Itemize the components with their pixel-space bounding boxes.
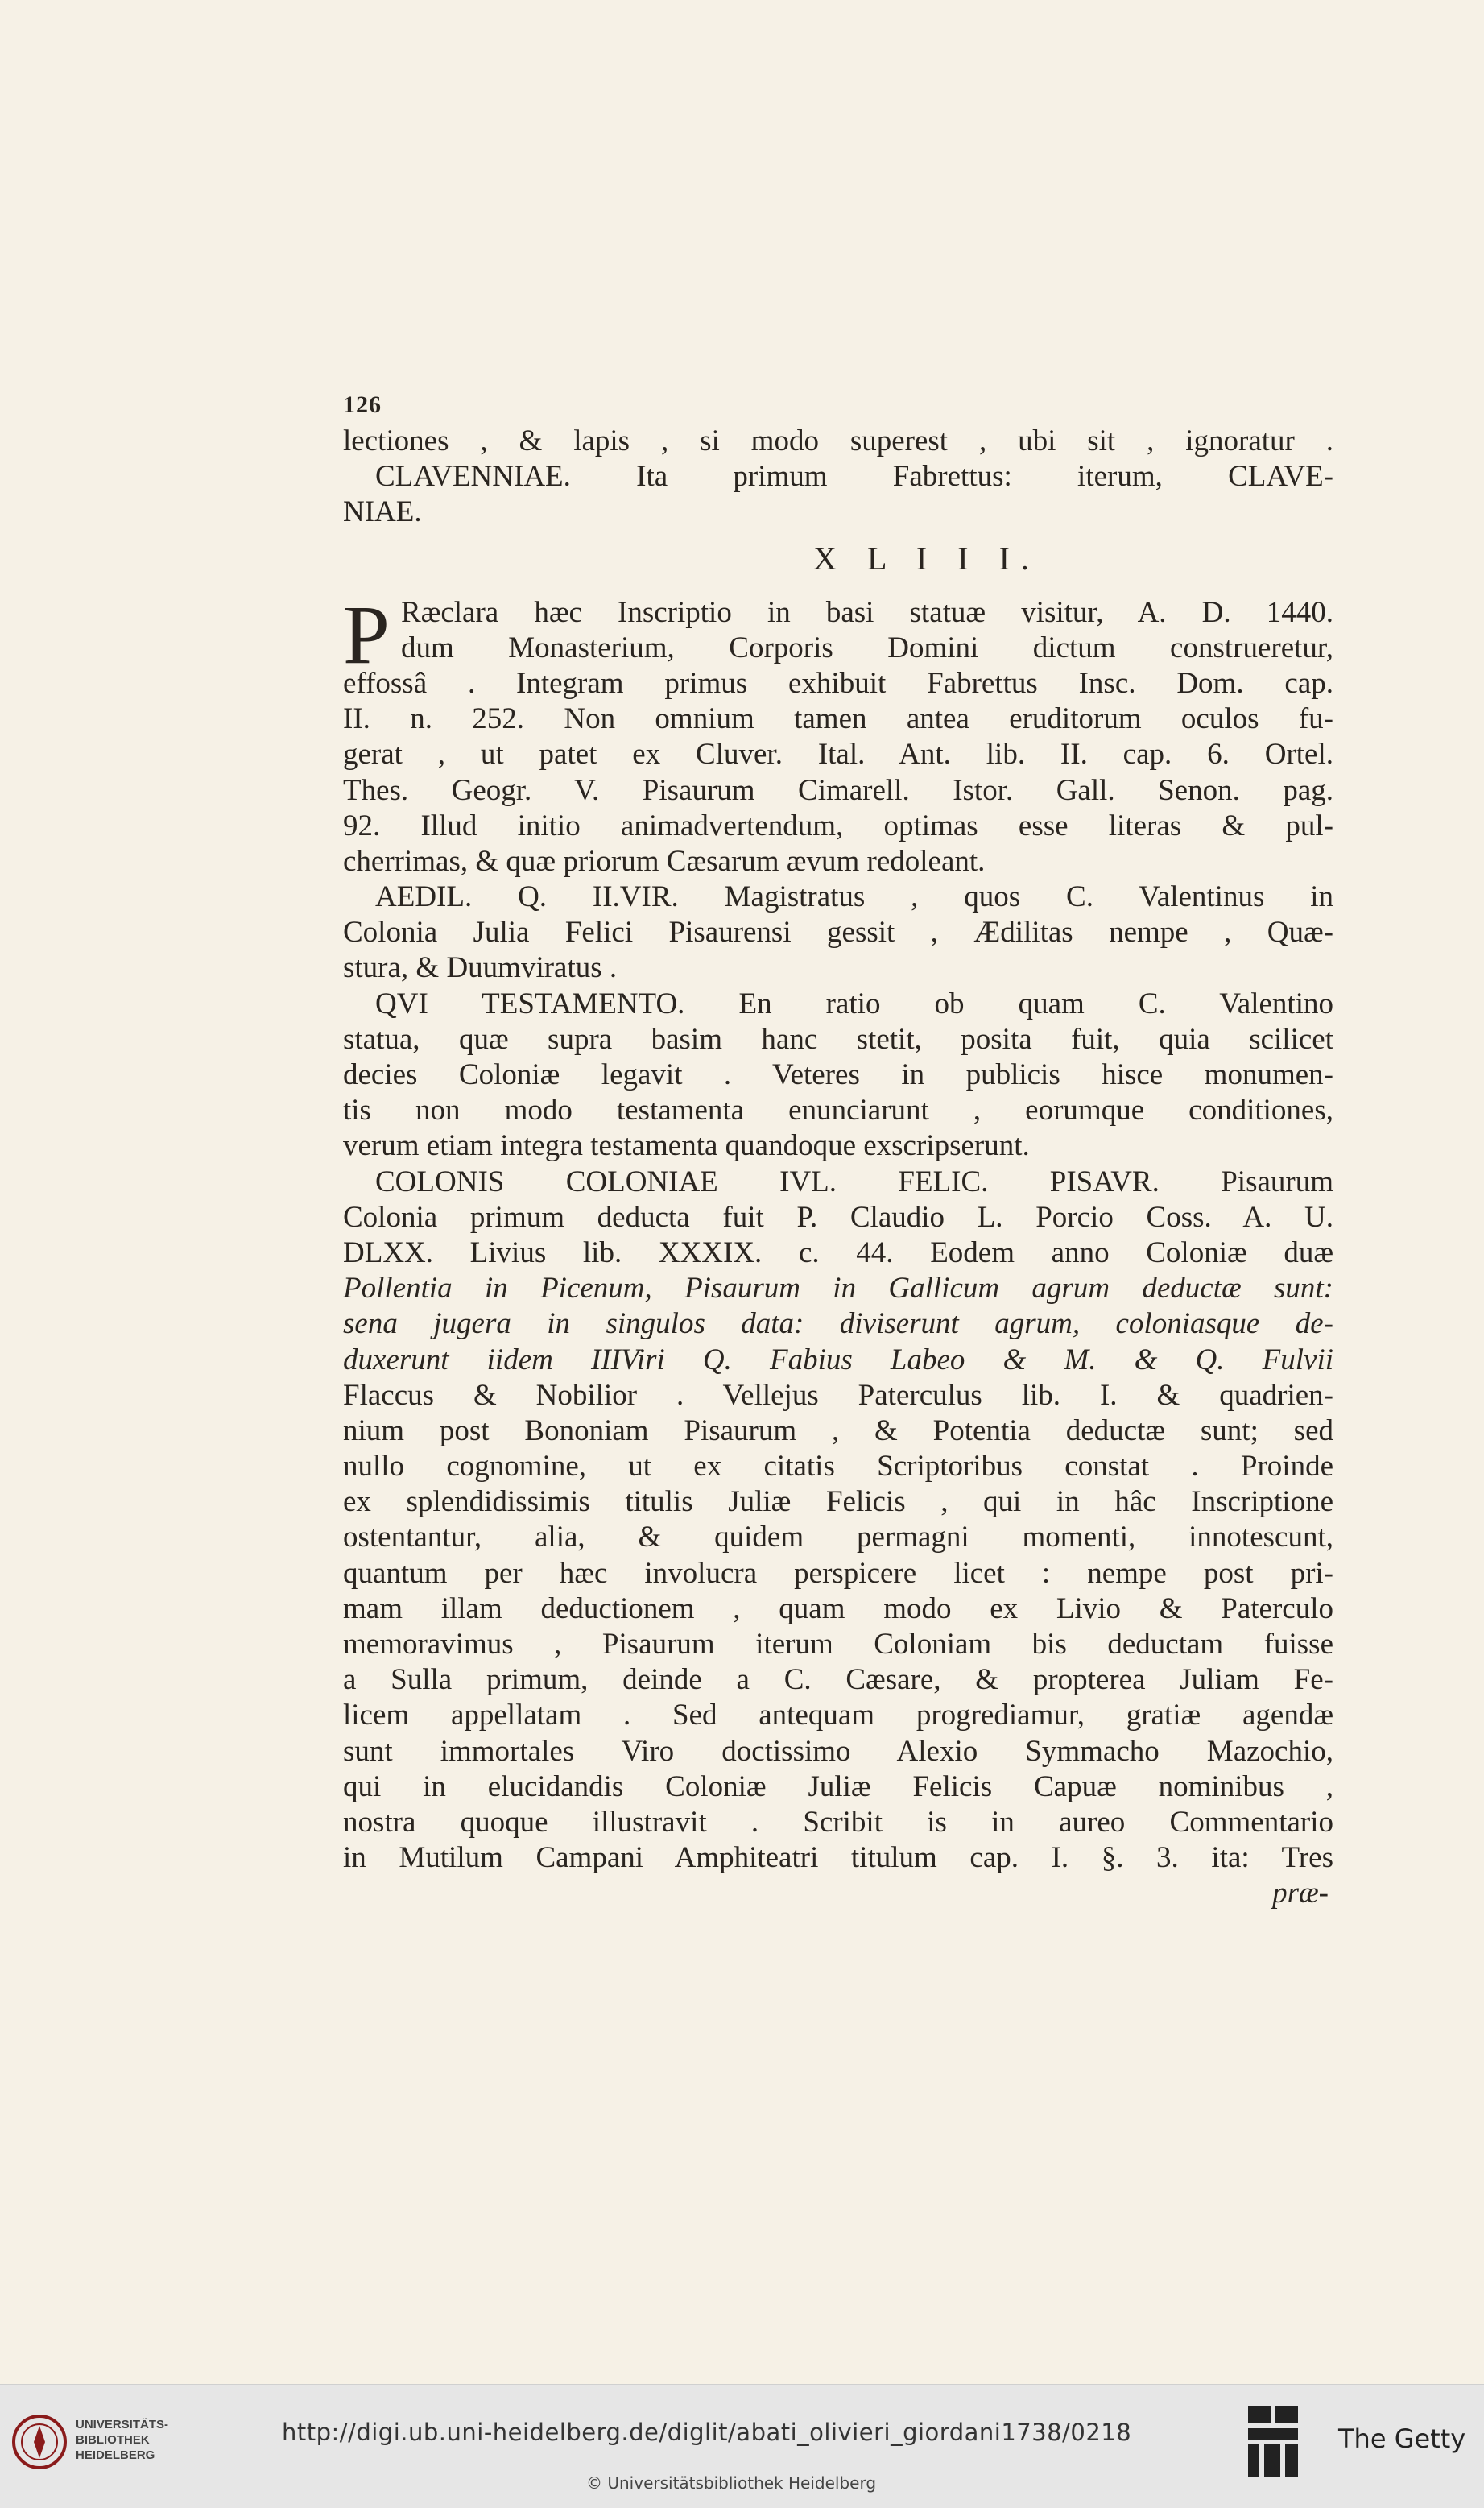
text-line: QVI TESTAMENTO. En ratio ob quam C. Valentino [375, 987, 1333, 1020]
viewer-footer [0, 2384, 1484, 2508]
text-line: effossâ . Integram primus exhibuit Fabrettus Insc. Dom. cap. [343, 666, 1333, 700]
text-line: sunt immortales Viro doctissimo Alexio Symmacho Mazochio, [343, 1734, 1333, 1768]
text-line: ostentantur, alia, & quidem permagni momenti, innotescunt, [343, 1521, 1333, 1554]
text-line: in Mutilum Campani Amphiteatri titulum cap. I. §. 3. ita: Tres [343, 1841, 1333, 1875]
university-seal-icon [11, 2414, 68, 2470]
text-block [343, 390, 1333, 1911]
permalink-url[interactable]: http://digi.ub.uni-heidelberg.de/diglit/abati_olivieri_giordani1738/0218 [282, 2419, 1132, 2446]
text-line: cherrimas, & quæ priorum Cæsarum ævum redoleant. [343, 844, 986, 878]
text-line: CLAVENNIAE. Ita primum Fabrettus: iterum, CLAVE- [375, 460, 1333, 494]
text-line: Ræclara hæc Inscriptio in basi statuæ visitur, A. D. 1440. [401, 595, 1333, 629]
text-line: decies Coloniæ legavit . Veteres in publicis hisce monumen- [343, 1058, 1333, 1091]
first-paragraph [343, 588, 1333, 681]
library-name [76, 2417, 168, 2463]
text-line: nium post Bononiam Pisaurum , & Potentia deductæ sunt; sed [343, 1413, 1333, 1447]
drop-cap: P [343, 588, 390, 681]
partner-name: The Getty [1338, 2423, 1466, 2454]
text-line: sena jugera in singulos data: diviserunt agrum, coloniasque de- [343, 1307, 1333, 1341]
text-line: COLONIS COLONIAE IVL. FELIC. PISAVR. Pisaurum [375, 1165, 1333, 1198]
text-line: NIAE. [343, 495, 422, 529]
text-line: dum Monasterium, Corporis Domini dictum construeretur, [401, 631, 1333, 664]
text-line: II. n. 252. Non omnium tamen antea eruditorum oculos fu- [343, 702, 1333, 736]
text-line: a Sulla primum, deinde a C. Cæsare, & propterea Juliam Fe- [343, 1663, 1333, 1697]
library-name-line: BIBLIOTHEK [76, 2433, 150, 2447]
text-line: duxerunt iidem IIIViri Q. Fabius Labeo & M. & Q. Fulvii [343, 1343, 1333, 1376]
text-line: Colonia Julia Felici Pisaurensi gessit , Ædilitas nempe , Quæ- [343, 916, 1333, 950]
copyright-notice: © Universitätsbibliothek Heidelberg [586, 2473, 877, 2493]
text-line: 92. Illud initio animadvertendum, optimas esse literas & pul- [343, 809, 1333, 842]
text-line: ex splendidissimis titulis Juliæ Felicis , qui in hâc Inscriptione [343, 1485, 1333, 1519]
text-line: Flaccus & Nobilior . Vellejus Paterculus lib. I. & quadrien- [343, 1378, 1333, 1412]
text-line: Colonia primum deducta fuit P. Claudio L. Porcio Coss. A. U. [343, 1200, 1333, 1234]
text-line: quantum per hæc involucra perspicere licet : nempe post pri- [343, 1556, 1333, 1590]
text-line: gerat , ut patet ex Cluver. Ital. Ant. lib. II. cap. 6. Ortel. [343, 738, 1333, 772]
text-line: lectiones , & lapis , si modo superest , ubi sit , ignoratur . [343, 424, 1333, 457]
text-line: qui in elucidandis Coloniæ Juliæ Felicis Capuæ nominibus , [343, 1769, 1333, 1803]
text-line: DLXX. Livius lib. XXXIX. c. 44. Eodem anno Coloniæ duæ [343, 1235, 1333, 1269]
text-line: nullo cognomine, ut ex citatis Scriptoribus constat . Proinde [343, 1450, 1333, 1484]
text-line: Thes. Geogr. V. Pisaurum Cimarell. Istor. Gall. Senon. pag. [343, 773, 1333, 807]
catchword: præ- [1272, 1877, 1329, 1910]
library-name-line: UNIVERSITÄTS- [76, 2418, 169, 2431]
text-line: mam illam deductionem , quam modo ex Livio & Paterculo [343, 1591, 1333, 1625]
text-line: statua, quæ supra basim hanc stetit, posita fuit, quia scilicet [343, 1022, 1333, 1056]
text-line: verum etiam integra testamenta quandoque exscripserunt. [343, 1129, 1030, 1163]
section-heading: X L I I I. [813, 540, 1040, 577]
text-line: stura, & Duumviratus . [343, 951, 618, 985]
getty-logo-icon [1245, 2402, 1301, 2483]
text-line: memoravimus , Pisaurum iterum Coloniam bis deductam fuisse [343, 1628, 1333, 1661]
text-line: AEDIL. Q. II.VIR. Magistratus , quos C. Valentinus in [375, 880, 1333, 914]
text-line: nostra quoque illustravit . Scribit is in aureo Commentario [343, 1805, 1333, 1839]
page-number: 126 [343, 391, 382, 418]
text-line: Pollentia in Picenum, Pisaurum in Gallicum agrum deductæ sunt: [343, 1272, 1333, 1306]
text-line: licem appellatam . Sed antequam progrediamur, gratiæ agendæ [343, 1699, 1333, 1732]
text-line: tis non modo testamenta enunciarunt , eorumque conditiones, [343, 1094, 1333, 1128]
library-name-line: HEIDELBERG [76, 2448, 155, 2462]
